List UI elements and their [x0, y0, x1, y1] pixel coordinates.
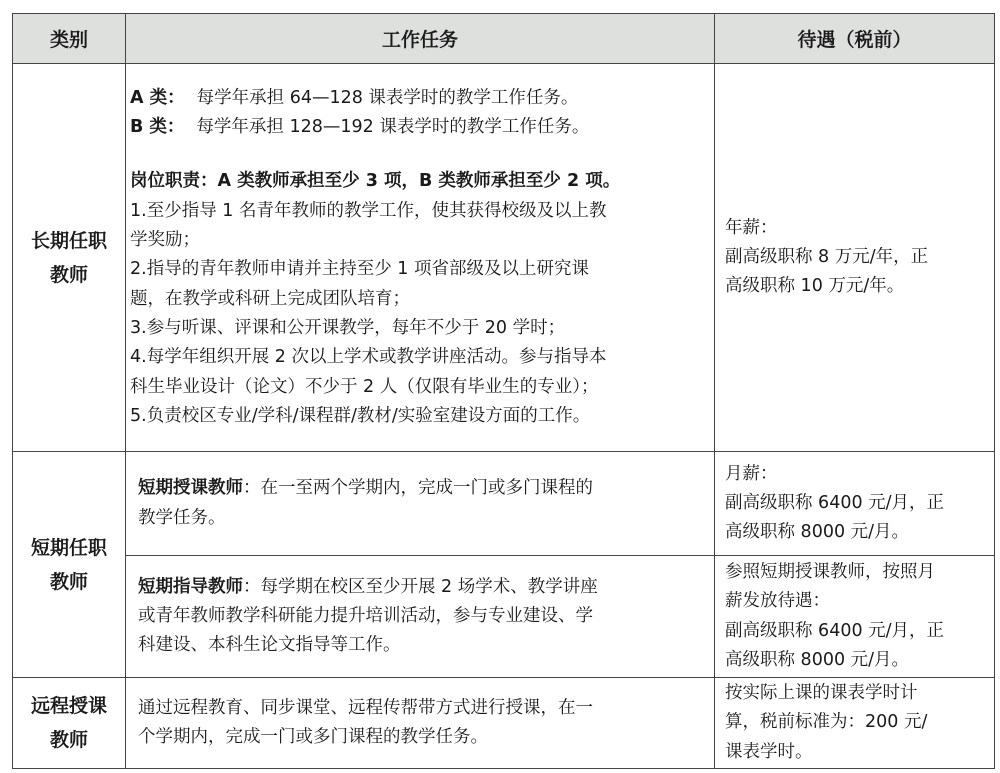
duty-line: 2.指导的青年教师申请并主持至少 1 项省部级及以上研究课 [130, 259, 589, 280]
category-long-term: 长期任职 教师 [13, 64, 126, 452]
duty-line: 3.参与听课、评课和公开课教学，每年不少于 20 学时； [130, 317, 566, 338]
pay-short-teaching: 月薪： 副高级职称 6400 元/月，正 高级职称 8000 元/月。 [715, 452, 995, 556]
category-remote: 远程授课 教师 [13, 678, 126, 769]
type-a-line: A 类： 每学年承担 64—128 课表学时的教学工作任务。 [130, 87, 579, 108]
duty-line: 1.至少指导 1 名青年教师的教学工作，使其获得校级及以上教 [130, 200, 607, 221]
duty-line: 科生毕业设计（论文）不少于 2 人（仅限有毕业生的专业）； [130, 376, 599, 397]
duty-line: 5.负责校区专业/学科/课程群/教材/实验室建设方面的工作。 [130, 405, 591, 426]
tasks-short-guidance: 短期指导教师：每学期在校区至少开展 2 场学术、教学讲座 或青年教师教学科研能力提升培训活动，参与专业建设、学 科建设、本科生论文指导等工作。 [126, 556, 715, 678]
duty-heading: 岗位职责：A 类教师承担至少 3 项，B 类教师承担至少 2 项。 [130, 171, 621, 192]
pay-remote: 按实际上课的课表学时计 算，税前标准为：200 元/ 课表学时。 [715, 678, 995, 769]
pay-short-guidance: 参照短期授课教师，按照月 薪发放待遇： 副高级职称 6400 元/月，正 高级职称 8000 元/月。 [715, 556, 995, 678]
tasks-remote: 通过远程教育、同步课堂、远程传帮带方式进行授课，在一 个学期内，完成一门或多门课程的教学任务。 [126, 678, 715, 769]
row-long-term [13, 64, 995, 452]
pay-long-term: 年薪： 副高级职称 8 万元/年，正 高级职称 10 万元/年。 [715, 64, 995, 452]
tasks-short-teaching: 短期授课教师：在一至两个学期内，完成一门或多门课程的 教学任务。 [126, 452, 715, 556]
header-row [13, 14, 995, 64]
row-short-term-guidance [13, 556, 995, 678]
type-b-line: B 类： 每学年承担 128—192 课表学时的教学工作任务。 [130, 117, 590, 138]
header-pay: 待遇（税前） [715, 14, 995, 64]
header-category: 类别 [13, 14, 126, 64]
row-remote [13, 678, 995, 769]
category-short-term: 短期任职 教师 [13, 452, 126, 678]
header-tasks: 工作任务 [126, 14, 715, 64]
duty-line: 4.每学年组织开展 2 次以上学术或教学讲座活动。参与指导本 [130, 347, 607, 368]
tasks-long-term [126, 64, 715, 452]
row-short-term-teaching [13, 452, 995, 556]
teacher-position-table [12, 13, 995, 769]
duty-line: 题，在教学或科研上完成团队培育； [130, 288, 410, 309]
duty-line: 学奖励； [130, 230, 200, 251]
